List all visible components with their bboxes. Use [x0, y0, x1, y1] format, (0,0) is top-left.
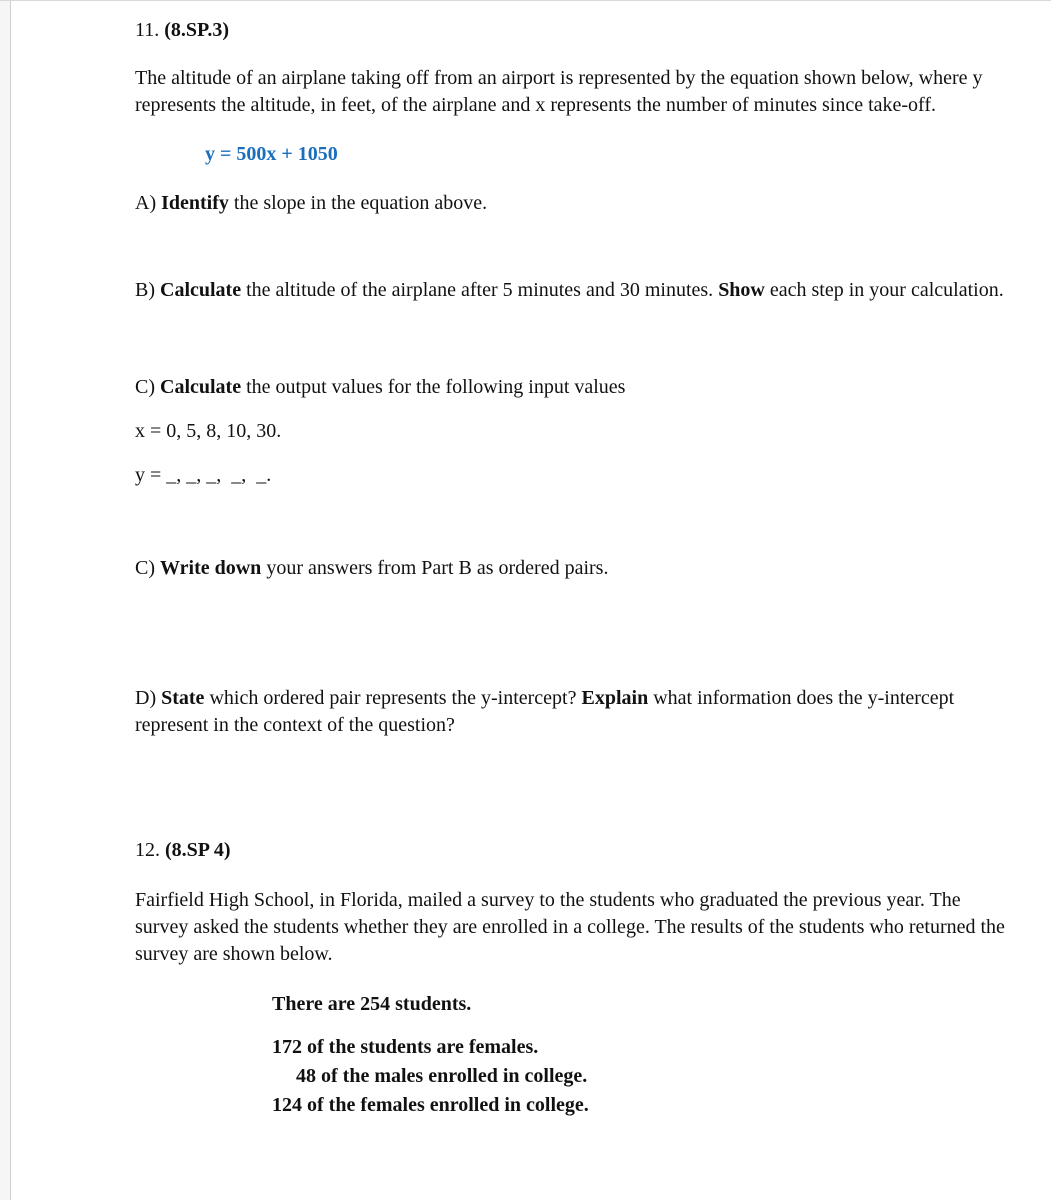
- equation-text: y = 500x + 1050: [205, 143, 338, 165]
- part-d-keyword-2: Explain: [581, 687, 649, 709]
- worksheet-content: [0, 1, 1051, 1120]
- question-11-part-c1: [135, 374, 1009, 401]
- question-11-header: [135, 17, 1009, 44]
- survey-stat-males-college: 48 of the males enrolled in college.: [296, 1065, 588, 1087]
- survey-stat-females-college: 124 of the females enrolled in college.: [272, 1094, 589, 1116]
- survey-stat-females: 172 of the students are females.: [272, 1036, 539, 1058]
- part-c2-label: C): [135, 557, 160, 579]
- question-11-part-a: [135, 190, 1009, 217]
- part-b-text-2: each step in your calculation.: [764, 279, 1004, 301]
- question-12-header: [135, 837, 1009, 864]
- question-11-standard: (8.SP.3): [164, 19, 230, 41]
- input-values-line: x = 0, 5, 8, 10, 30.: [135, 420, 282, 442]
- part-d-label: D): [135, 687, 162, 709]
- question-11-number: 11.: [135, 19, 165, 41]
- question-12-number: 12.: [135, 839, 165, 861]
- part-a-label: A): [135, 192, 162, 214]
- question-12-standard: (8.SP 4): [165, 839, 231, 861]
- question-11-part-c2: [135, 555, 1009, 582]
- part-c2-keyword: Write down: [160, 557, 262, 579]
- part-b-keyword-1: Calculate: [160, 279, 242, 301]
- output-values-line: y = _, _, _, _, _.: [135, 464, 272, 486]
- part-d-text-2: what information does the y-intercept represent in the context of the question?: [135, 687, 955, 736]
- part-a-keyword: Identify: [161, 192, 229, 214]
- question-11-part-d: [135, 685, 1009, 739]
- part-a-text: the slope in the equation above.: [228, 192, 488, 214]
- part-c2-text: your answers from Part B as ordered pairs.: [261, 557, 609, 579]
- part-d-keyword-1: State: [161, 687, 205, 709]
- part-b-text-1: the altitude of the airplane after 5 minutes and 30 minutes.: [241, 279, 719, 301]
- question-12-intro: Fairfield High School, in Florida, mailed a survey to the students who graduated the previous year. The survey asked the students whether they are enrolled in a college. The results of the students who returned the survey are shown below.: [135, 889, 1005, 965]
- survey-total-line: There are 254 students.: [272, 993, 472, 1015]
- part-c1-text: the output values for the following input values: [241, 376, 626, 398]
- part-c1-label: C): [135, 376, 160, 398]
- question-11-intro: The altitude of an airplane taking off from an airport is represented by the equation shown below, where y represents the altitude, in feet, of the airplane and x represents the number of minutes since take-off.: [135, 67, 983, 116]
- part-d-text-1: which ordered pair represents the y-intercept?: [204, 687, 582, 709]
- survey-stats-block: [272, 1033, 1009, 1120]
- question-11-part-b: [135, 277, 1009, 304]
- part-b-label: B): [135, 279, 160, 301]
- part-b-keyword-2: Show: [718, 279, 765, 301]
- part-c1-keyword: Calculate: [160, 376, 242, 398]
